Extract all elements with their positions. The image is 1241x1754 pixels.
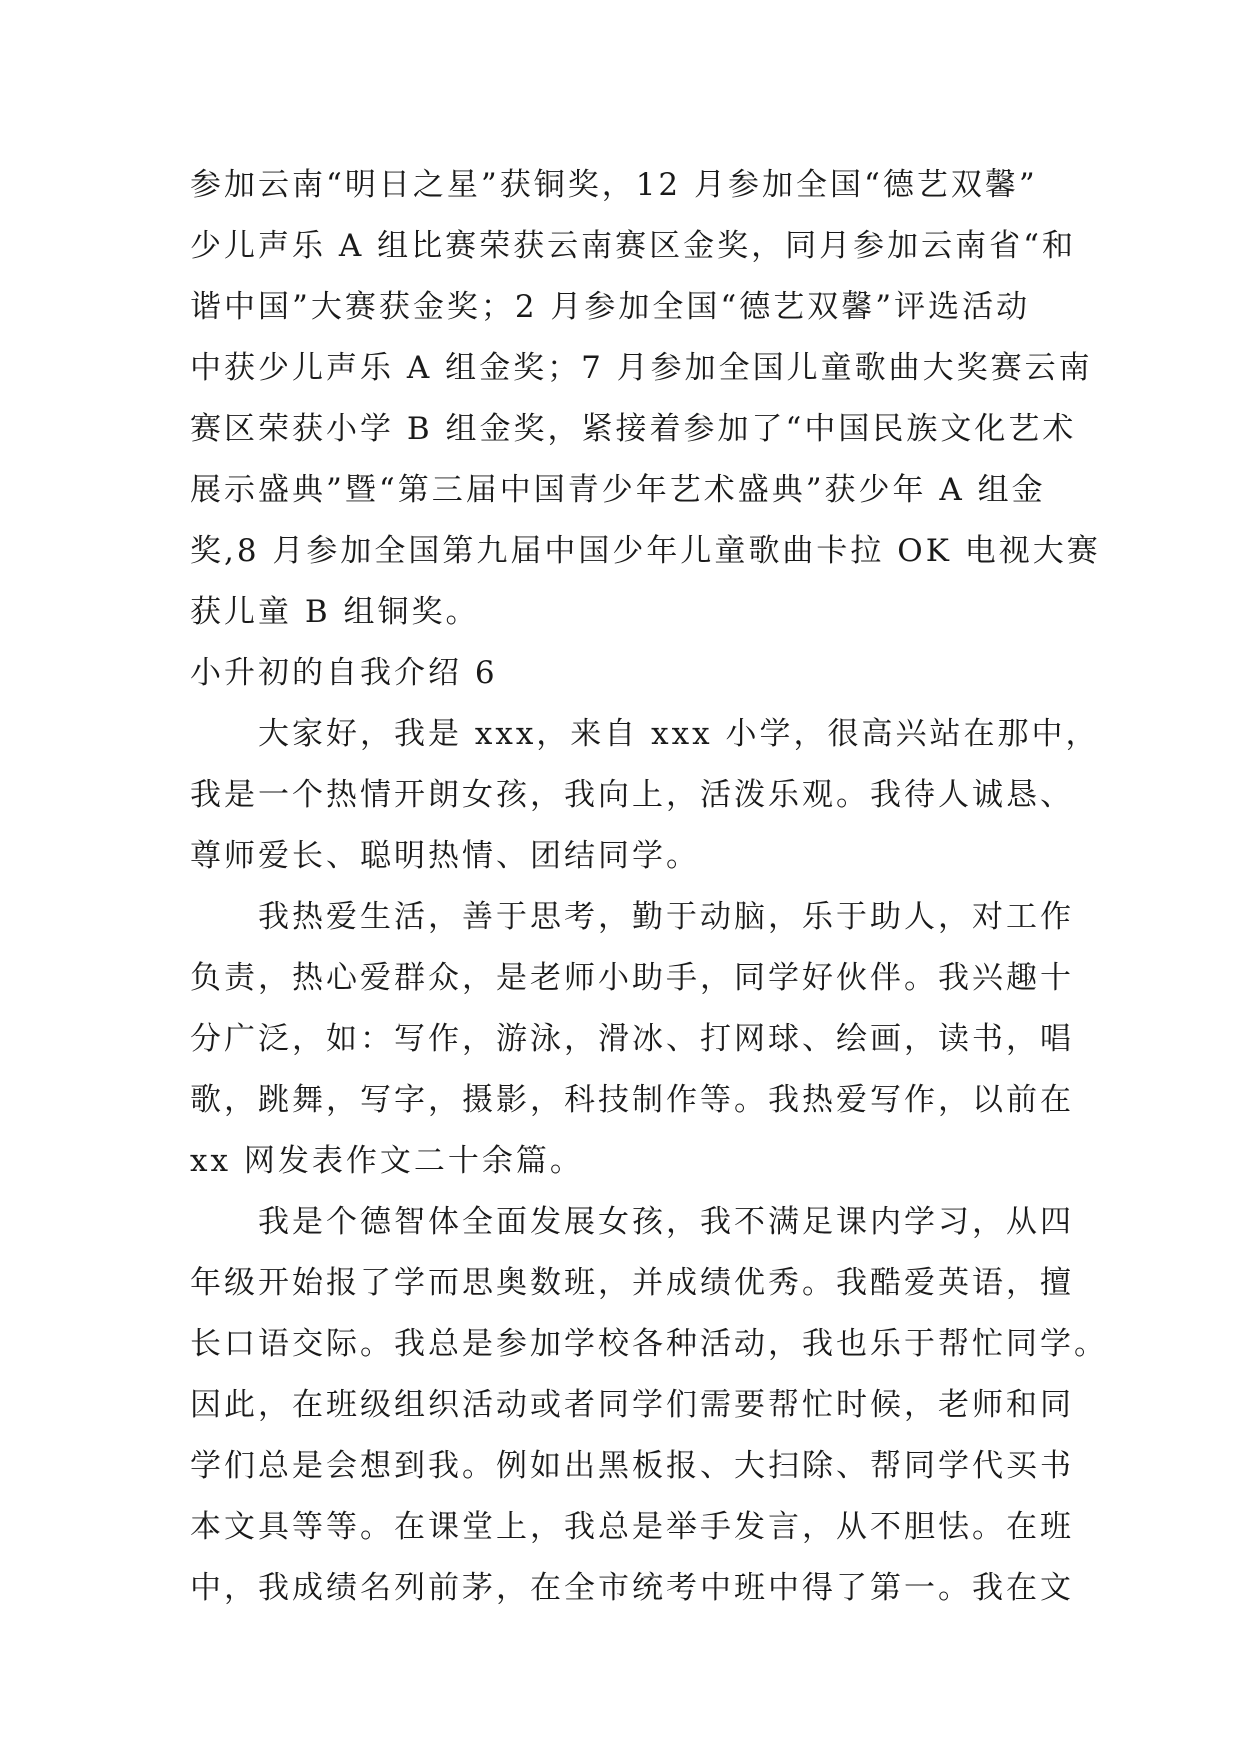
text-line: 大家好，我是 xxx，来自 xxx 小学，很高兴站在那中， [258,716,1100,752]
text-line: 我是个德智体全面发展女孩，我不满足课内学习，从四 [258,1204,1074,1240]
text-line: 谐中国”大赛获金奖；2 月参加全国“德艺双馨”评选活动 [190,289,1031,325]
document-body [190,155,1108,1619]
text-line: 负责，热心爱群众，是老师小助手，同学好伙伴。我兴趣十 [190,960,1074,996]
text-line: 因此，在班级组织活动或者同学们需要帮忙时候，老师和同 [190,1387,1074,1423]
text-line: 小升初的自我介绍 6 [190,655,498,691]
text-line: 参加云南“明日之星”获铜奖，12 月参加全国“德艺双馨” [190,167,1038,203]
text-line: 学们总是会想到我。例如出黑板报、大扫除、帮同学代买书 [190,1448,1074,1484]
text-line: 歌，跳舞，写字，摄影，科技制作等。我热爱写作，以前在 [190,1082,1074,1118]
text-line: 长口语交际。我总是参加学校各种活动，我也乐于帮忙同学。 [190,1326,1108,1362]
text-line: 我热爱生活，善于思考，勤于动脑，乐于助人，对工作 [258,899,1074,935]
text-line: 本文具等等。在课堂上，我总是举手发言，从不胆怯。在班 [190,1509,1074,1545]
text-line: 中，我成绩名列前茅，在全市统考中班中得了第一。我在文 [190,1570,1074,1606]
text-line: 年级开始报了学而思奥数班，并成绩优秀。我酷爱英语，擅 [190,1265,1074,1301]
text-line: 展示盛典”暨“第三届中国青少年艺术盛典”获少年 A 组金 [190,472,1046,508]
text-line: 中获少儿声乐 A 组金奖；7 月参加全国儿童歌曲大奖赛云南 [190,350,1093,386]
text-line: 奖,8 月参加全国第九届中国少年儿童歌曲卡拉 OK 电视大赛 [190,533,1101,569]
text-line: 少儿声乐 A 组比赛荣获云南赛区金奖，同月参加云南省“和 [190,228,1076,264]
text-line: 分广泛，如：写作，游泳，滑冰、打网球、绘画，读书，唱 [190,1021,1074,1057]
text-line: 尊师爱长、聪明热情、团结同学。 [190,838,700,874]
text-line: xx 网发表作文二十余篇。 [190,1143,584,1179]
text-line: 我是一个热情开朗女孩，我向上，活泼乐观。我待人诚恳、 [190,777,1074,813]
text-line: 赛区荣获小学 B 组金奖，紧接着参加了“中国民族文化艺术 [190,411,1077,447]
text-line: 获儿童 B 组铜奖。 [190,594,480,630]
